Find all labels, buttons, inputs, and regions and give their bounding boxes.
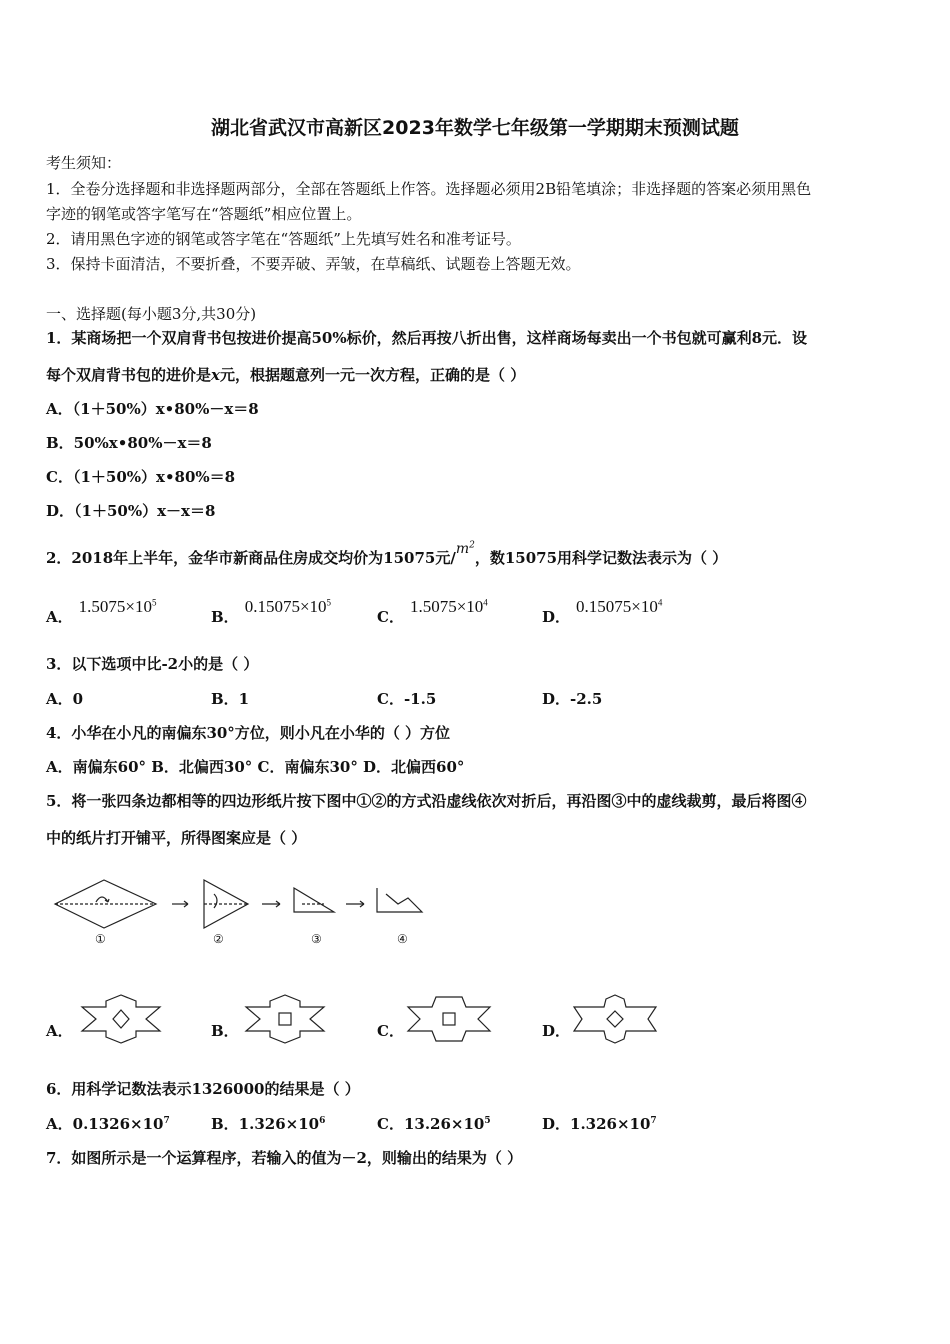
step3-triangle: [294, 888, 334, 912]
q1-option-d: D．（1＋50%）x－x＝8: [46, 502, 216, 520]
q2-text: 2．2018年上半年，金华市新商品住房成交均价为15075元$/m^2$，数15075用科学记数法表示为（ ）: [46, 540, 728, 567]
q3-option-c: C．-1.5: [377, 690, 437, 708]
section-heading: 一、选择题(每小题3分,共30分): [46, 305, 257, 323]
q5-option-a-figure: [76, 993, 166, 1045]
q6-option-c: C．$13.26\times 10^5$: [377, 1115, 491, 1133]
q6-option-d: D．$1.326\times 10^7$: [542, 1115, 657, 1133]
q6-text: 6．用科学记数法表示1326000的结果是（ ）: [46, 1080, 360, 1098]
q1-option-a: A．（1＋50%）x•80%－x＝8: [46, 400, 259, 418]
q4-options: A．南偏东60° B．北偏西30° C．南偏东30° D．北偏西60°: [46, 758, 465, 776]
q2-option-d: D．$0.15075\times 10^4$: [542, 597, 663, 626]
q3-option-b: B．1: [211, 690, 250, 708]
q2-option-c: C．$1.5075\times 10^4$: [377, 597, 488, 626]
q5-option-c: C．: [377, 1022, 404, 1040]
q5-option-c-figure: [404, 993, 494, 1045]
fig-label-1: ①: [95, 932, 106, 946]
fig-label-4: ④: [397, 932, 408, 946]
fig-label-3: ③: [311, 932, 322, 946]
q2-option-a: A．$1.5075\times 10^5$: [46, 597, 157, 626]
notice-item-3: 3．保持卡面清洁，不要折叠，不要弄破、弄皱，在草稿纸、试题卷上答题无效。: [46, 255, 581, 273]
q1-option-b: B．50%x•80%－x＝8: [46, 434, 212, 452]
q7-text: 7．如图所示是一个运算程序，若输入的值为－2，则输出的结果为（ ）: [46, 1149, 523, 1167]
page-title: 湖北省武汉市高新区2023年数学七年级第一学期期末预测试题: [211, 117, 739, 139]
q6-option-b: B．$1.326\times 10^6$: [211, 1115, 326, 1133]
notice-item-1b: 字迹的钢笔或答字笔写在“答题纸”相应位置上。: [46, 205, 362, 223]
q5-option-d: D．: [542, 1022, 571, 1040]
q1-option-c: C．（1＋50%）x•80%＝8: [46, 468, 236, 486]
notice-heading: 考生须知：: [46, 154, 122, 172]
q5-option-b-figure: [240, 993, 330, 1045]
q2-option-b: B．$0.15075\times 10^5$: [211, 597, 332, 626]
q5-line2: 中的纸片打开铺平，所得图案应是（ ）: [46, 829, 307, 847]
fig-label-2: ②: [213, 932, 224, 946]
q5-option-a: A．: [46, 1022, 73, 1040]
step4-shape: [377, 888, 422, 912]
q5-line1: 5．将一张四条边都相等的四边形纸片按下图中①②的方式沿虚线依次对折后，再沿图③中的虚线裁剪，最后将图④: [46, 792, 807, 810]
q4-text: 4．小华在小凡的南偏东30°方位，则小凡在小华的（ ）方位: [46, 724, 451, 742]
folding-steps-figure: [52, 874, 432, 954]
q3-option-a: A．0: [46, 690, 84, 708]
q3-text: 3．以下选项中比-2小的是（ ）: [46, 655, 259, 673]
q3-option-d: D．-2.5: [542, 690, 603, 708]
q6-option-a: A．$0.1326\times 10^7$: [46, 1115, 170, 1133]
q1-line2: 每个双肩背书包的进价是x元，根据题意列一元一次方程，正确的是（ ）: [46, 366, 526, 384]
notice-item-1a: 1．全卷分选择题和非选择题两部分，全部在答题纸上作答。选择题必须用2B铅笔填涂；非选择题的答案必须用黑色: [46, 180, 812, 198]
q5-option-b: B．: [211, 1022, 239, 1040]
q5-option-d-figure: [570, 993, 660, 1045]
q1-line1: 1．某商场把一个双肩背书包按进价提高50%标价，然后再按八折出售，这样商场每卖出一个书包就可赢利8元．设: [46, 329, 808, 347]
notice-item-2: 2．请用黑色字迹的钢笔或答字笔在“答题纸”上先填写姓名和准考证号。: [46, 230, 521, 248]
